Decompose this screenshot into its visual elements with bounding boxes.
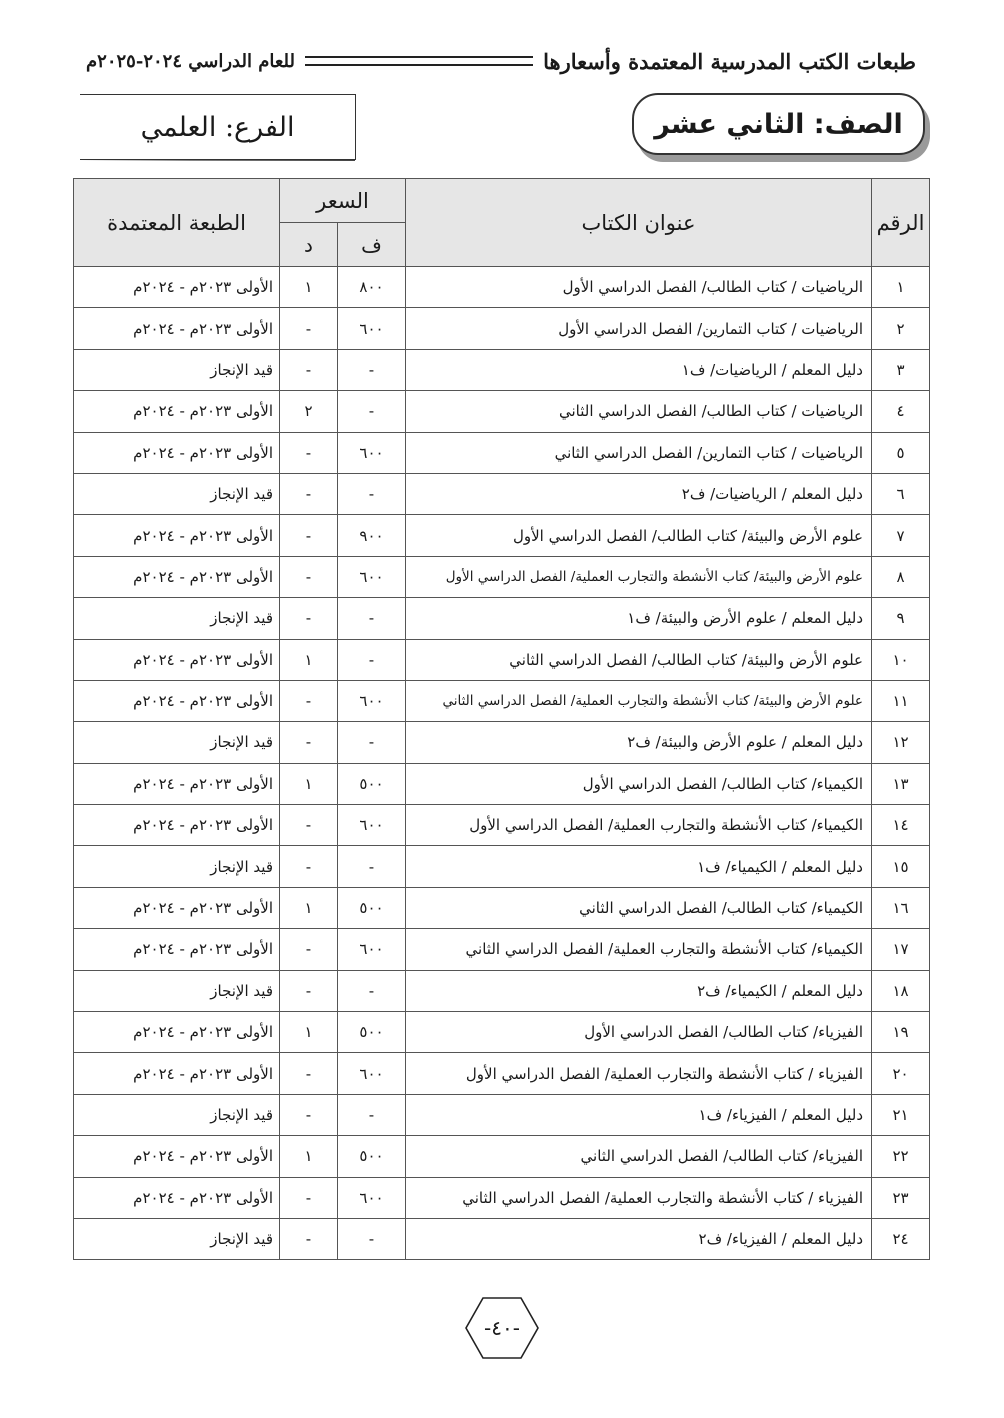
row-price-fils: ٥٠٠ xyxy=(338,887,406,928)
row-edition: الأولى ٢٠٢٣م - ٢٠٢٤م xyxy=(74,1012,280,1053)
row-book-title: دليل المعلم / الرياضيات/ ف١ xyxy=(406,349,872,390)
row-number: ١٠ xyxy=(872,639,930,680)
row-price-fils: - xyxy=(338,473,406,514)
table-row xyxy=(74,887,930,928)
row-edition: الأولى ٢٠٢٣م - ٢٠٢٤م xyxy=(74,515,280,556)
row-number: ٢٢ xyxy=(872,1136,930,1177)
row-number: ١٤ xyxy=(872,805,930,846)
page-number: -٤٠- xyxy=(484,1316,520,1340)
row-number: ١٦ xyxy=(872,887,930,928)
row-edition: قيد الإنجاز xyxy=(74,473,280,514)
row-edition: قيد الإنجاز xyxy=(74,846,280,887)
row-price-dinar: - xyxy=(280,680,338,721)
header-divider xyxy=(305,56,533,66)
header-number: الرقم xyxy=(872,179,930,267)
page-header xyxy=(86,44,916,78)
row-price-dinar: ١ xyxy=(280,639,338,680)
row-price-dinar: ٢ xyxy=(280,391,338,432)
row-book-title: دليل المعلم / الفيزياء/ ف١ xyxy=(406,1094,872,1135)
row-price-dinar: - xyxy=(280,1094,338,1135)
row-book-title: دليل المعلم / علوم الأرض والبيئة/ ف٢ xyxy=(406,722,872,763)
table-row xyxy=(74,432,930,473)
row-price-dinar: ١ xyxy=(280,267,338,308)
row-number: ٢٤ xyxy=(872,1218,930,1259)
row-book-title: الرياضيات / كتاب التمارين/ الفصل الدراسي الأول xyxy=(406,308,872,349)
row-number: ٦ xyxy=(872,473,930,514)
row-price-fils: ٦٠٠ xyxy=(338,1177,406,1218)
row-price-fils: ٩٠٠ xyxy=(338,515,406,556)
row-price-fils: ٨٠٠ xyxy=(338,267,406,308)
row-price-fils: - xyxy=(338,970,406,1011)
row-price-dinar: - xyxy=(280,556,338,597)
row-price-fils: ٥٠٠ xyxy=(338,763,406,804)
row-edition: الأولى ٢٠٢٣م - ٢٠٢٤م xyxy=(74,556,280,597)
table-row xyxy=(74,473,930,514)
row-number: ٤ xyxy=(872,391,930,432)
row-price-fils: ٥٠٠ xyxy=(338,1012,406,1053)
row-number: ١ xyxy=(872,267,930,308)
row-price-fils: ٦٠٠ xyxy=(338,556,406,597)
row-book-title: الكيمياء/ كتاب الأنشطة والتجارب العملية/ الفصل الدراسي الأول xyxy=(406,805,872,846)
page-number-badge xyxy=(464,1296,540,1360)
row-number: ١١ xyxy=(872,680,930,721)
row-price-dinar: - xyxy=(280,1177,338,1218)
row-book-title: الرياضيات / كتاب التمارين/ الفصل الدراسي الثاني xyxy=(406,432,872,473)
table-row xyxy=(74,1012,930,1053)
table-row xyxy=(74,639,930,680)
row-price-fils: - xyxy=(338,349,406,390)
row-price-dinar: - xyxy=(280,349,338,390)
row-price-fils: - xyxy=(338,846,406,887)
row-edition: الأولى ٢٠٢٣م - ٢٠٢٤م xyxy=(74,763,280,804)
row-number: ٥ xyxy=(872,432,930,473)
table-row xyxy=(74,598,930,639)
row-price-dinar: - xyxy=(280,929,338,970)
row-price-fils: - xyxy=(338,1218,406,1259)
row-book-title: الكيمياء/ كتاب الأنشطة والتجارب العملية/ الفصل الدراسي الثاني xyxy=(406,929,872,970)
row-edition: قيد الإنجاز xyxy=(74,349,280,390)
row-book-title: دليل المعلم / الرياضيات/ ف٢ xyxy=(406,473,872,514)
row-edition: قيد الإنجاز xyxy=(74,1094,280,1135)
header-year: للعام الدراسي ٢٠٢٤-٢٠٢٥م xyxy=(86,50,295,72)
row-number: ١٧ xyxy=(872,929,930,970)
branch-label: الفرع: العلمي xyxy=(80,94,356,160)
row-price-dinar: - xyxy=(280,846,338,887)
row-number: ٨ xyxy=(872,556,930,597)
row-book-title: دليل المعلم / علوم الأرض والبيئة/ ف١ xyxy=(406,598,872,639)
row-number: ٧ xyxy=(872,515,930,556)
table-row xyxy=(74,680,930,721)
row-price-fils: ٦٠٠ xyxy=(338,680,406,721)
grade-label: الصف: الثاني عشر xyxy=(632,93,925,155)
row-price-fils: ٦٠٠ xyxy=(338,805,406,846)
row-price-fils: ٦٠٠ xyxy=(338,308,406,349)
row-price-fils: ٦٠٠ xyxy=(338,432,406,473)
header-price: السعر xyxy=(280,179,406,223)
row-price-fils: - xyxy=(338,1094,406,1135)
row-number: ١٢ xyxy=(872,722,930,763)
books-table xyxy=(73,178,930,1260)
row-book-title: الفيزياء / كتاب الأنشطة والتجارب العملية/ الفصل الدراسي الأول xyxy=(406,1053,872,1094)
row-number: ٢٣ xyxy=(872,1177,930,1218)
header-title: طبعات الكتب المدرسية المعتمدة وأسعارها xyxy=(543,48,916,74)
table-row xyxy=(74,722,930,763)
table-row xyxy=(74,556,930,597)
row-edition: قيد الإنجاز xyxy=(74,598,280,639)
table-row xyxy=(74,763,930,804)
row-book-title: الكيمياء/ كتاب الطالب/ الفصل الدراسي الأول xyxy=(406,763,872,804)
header-edition: الطبعة المعتمدة xyxy=(74,179,280,267)
table-row xyxy=(74,1136,930,1177)
row-price-dinar: ١ xyxy=(280,887,338,928)
row-price-fils: ٥٠٠ xyxy=(338,1136,406,1177)
row-edition: الأولى ٢٠٢٣م - ٢٠٢٤م xyxy=(74,432,280,473)
row-number: ٣ xyxy=(872,349,930,390)
table-body xyxy=(74,267,930,1260)
row-price-dinar: - xyxy=(280,308,338,349)
row-price-fils: - xyxy=(338,722,406,763)
table-row xyxy=(74,1177,930,1218)
row-price-dinar: - xyxy=(280,598,338,639)
row-edition: الأولى ٢٠٢٣م - ٢٠٢٤م xyxy=(74,1177,280,1218)
row-book-title: علوم الأرض والبيئة/ كتاب الطالب/ الفصل الدراسي الأول xyxy=(406,515,872,556)
row-price-dinar: - xyxy=(280,515,338,556)
row-price-dinar: - xyxy=(280,722,338,763)
row-book-title: الرياضيات / كتاب الطالب/ الفصل الدراسي الأول xyxy=(406,267,872,308)
row-number: ١٣ xyxy=(872,763,930,804)
row-price-dinar: - xyxy=(280,473,338,514)
table-row xyxy=(74,929,930,970)
row-edition: قيد الإنجاز xyxy=(74,1218,280,1259)
row-edition: الأولى ٢٠٢٣م - ٢٠٢٤م xyxy=(74,267,280,308)
row-book-title: الفيزياء/ كتاب الطالب/ الفصل الدراسي الثاني xyxy=(406,1136,872,1177)
table-row xyxy=(74,349,930,390)
table-row xyxy=(74,1218,930,1259)
row-price-fils: - xyxy=(338,598,406,639)
table-row xyxy=(74,805,930,846)
table-row xyxy=(74,515,930,556)
row-number: ١٩ xyxy=(872,1012,930,1053)
row-price-fils: - xyxy=(338,639,406,680)
row-book-title: دليل المعلم / الفيزياء/ ف٢ xyxy=(406,1218,872,1259)
row-edition: الأولى ٢٠٢٣م - ٢٠٢٤م xyxy=(74,887,280,928)
row-edition: قيد الإنجاز xyxy=(74,722,280,763)
row-edition: الأولى ٢٠٢٣م - ٢٠٢٤م xyxy=(74,391,280,432)
header-title: عنوان الكتاب xyxy=(406,179,872,267)
row-book-title: الرياضيات / كتاب الطالب/ الفصل الدراسي الثاني xyxy=(406,391,872,432)
table-row xyxy=(74,846,930,887)
row-edition: الأولى ٢٠٢٣م - ٢٠٢٤م xyxy=(74,1053,280,1094)
row-price-fils: ٦٠٠ xyxy=(338,929,406,970)
row-number: ٢ xyxy=(872,308,930,349)
row-edition: الأولى ٢٠٢٣م - ٢٠٢٤م xyxy=(74,805,280,846)
table-row xyxy=(74,1053,930,1094)
table-row xyxy=(74,1094,930,1135)
row-price-dinar: - xyxy=(280,1053,338,1094)
row-price-dinar: ١ xyxy=(280,1136,338,1177)
row-edition: الأولى ٢٠٢٣م - ٢٠٢٤م xyxy=(74,929,280,970)
table-row xyxy=(74,267,930,308)
row-price-fils: ٦٠٠ xyxy=(338,1053,406,1094)
row-price-dinar: ١ xyxy=(280,1012,338,1053)
row-price-dinar: - xyxy=(280,1218,338,1259)
table-row xyxy=(74,391,930,432)
row-book-title: علوم الأرض والبيئة/ كتاب الأنشطة والتجارب العملية/ الفصل الدراسي الثاني xyxy=(406,680,872,721)
row-number: ٢٠ xyxy=(872,1053,930,1094)
row-price-dinar: ١ xyxy=(280,763,338,804)
row-edition: الأولى ٢٠٢٣م - ٢٠٢٤م xyxy=(74,680,280,721)
row-price-dinar: - xyxy=(280,970,338,1011)
row-book-title: علوم الأرض والبيئة/ كتاب الطالب/ الفصل الدراسي الثاني xyxy=(406,639,872,680)
row-price-dinar: - xyxy=(280,432,338,473)
row-number: ٢١ xyxy=(872,1094,930,1135)
row-book-title: دليل المعلم / الكيمياء/ ف١ xyxy=(406,846,872,887)
row-price-dinar: - xyxy=(280,805,338,846)
row-book-title: الفيزياء/ كتاب الطالب/ الفصل الدراسي الأول xyxy=(406,1012,872,1053)
table-row xyxy=(74,970,930,1011)
row-number: ١٥ xyxy=(872,846,930,887)
row-price-fils: - xyxy=(338,391,406,432)
row-edition: الأولى ٢٠٢٣م - ٢٠٢٤م xyxy=(74,308,280,349)
row-edition: قيد الإنجاز xyxy=(74,970,280,1011)
row-book-title: علوم الأرض والبيئة/ كتاب الأنشطة والتجارب العملية/ الفصل الدراسي الأول xyxy=(406,556,872,597)
header-fils: ف xyxy=(338,223,406,267)
row-number: ٩ xyxy=(872,598,930,639)
row-edition: الأولى ٢٠٢٣م - ٢٠٢٤م xyxy=(74,1136,280,1177)
row-edition: الأولى ٢٠٢٣م - ٢٠٢٤م xyxy=(74,639,280,680)
table-row xyxy=(74,308,930,349)
books-table-container xyxy=(74,178,930,1260)
row-book-title: دليل المعلم / الكيمياء/ ف٢ xyxy=(406,970,872,1011)
row-book-title: الفيزياء / كتاب الأنشطة والتجارب العملية/ الفصل الدراسي الثاني xyxy=(406,1177,872,1218)
row-number: ١٨ xyxy=(872,970,930,1011)
header-dinar: د xyxy=(280,223,338,267)
row-book-title: الكيمياء/ كتاب الطالب/ الفصل الدراسي الثاني xyxy=(406,887,872,928)
